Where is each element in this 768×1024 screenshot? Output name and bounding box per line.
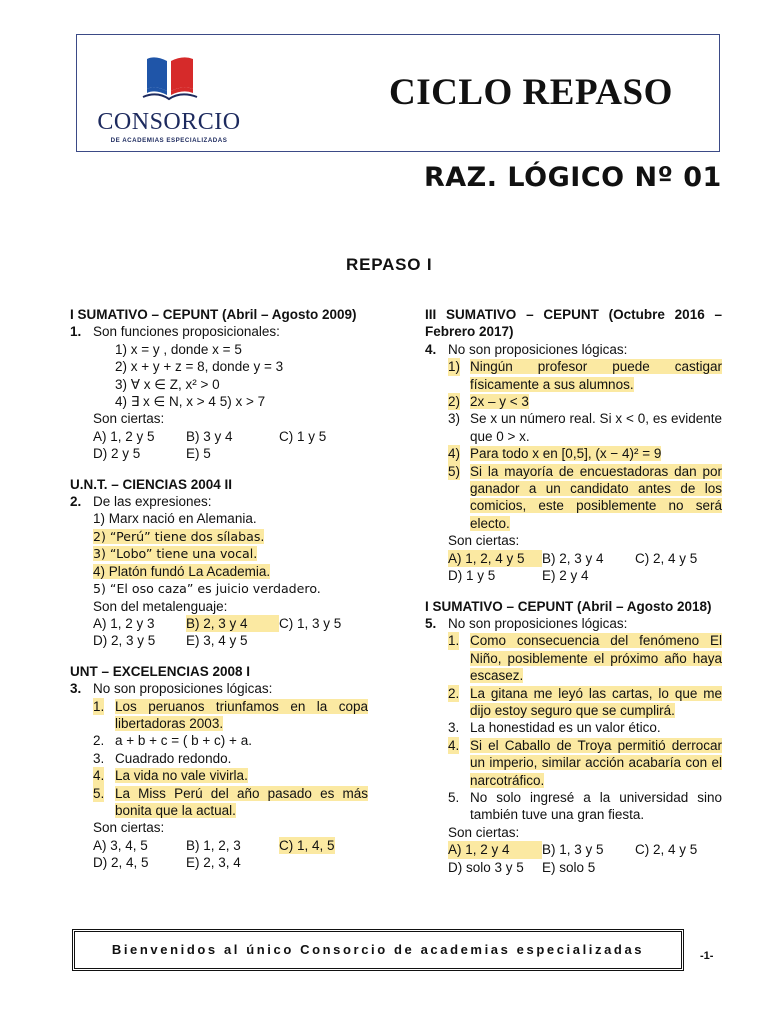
answer-option: E) 2, 3, 4 [186,855,241,871]
question-stem: 3. No son proposiciones lógicas: [70,681,273,697]
option-item: 1) Ningún profesor puede castigar físicamente a sus alumnos. [448,359,722,392]
answer-option: D) solo 3 y 5 [448,859,524,875]
answer-prompt: Son ciertas: [448,824,520,840]
option-item: 1. Los peruanos triunfamos en la copa libertadoras 2003. [93,698,368,731]
answer-option: C) 1 y 5 [279,428,327,444]
answer-option: E) solo 5 [542,859,596,875]
consorcio-logo [93,51,253,144]
footer-banner [72,929,684,971]
footer-text: Bienvenidos al único Consorcio de academias especializadas [111,942,645,957]
answer-option: B) 1, 2, 3 [186,837,241,853]
question-block-5 [425,598,722,877]
statement: 3) ∀ x ∈ Z, x² > 0 [115,376,220,392]
option-item: 4. Si el Caballo de Troya permitió derrocar un imperio, similar acción acabaría con el narcotráfico. [448,737,722,788]
answer-option: A) 1, 2, 4 y 5 [448,550,542,567]
question-number: 5. [425,615,437,631]
option-item: 4. La vida no vale vivirla. [93,768,248,784]
answer-option: E) 3, 4 y 5 [186,633,248,649]
question-stem: 5. No son proposiciones lógicas: [425,615,628,631]
answer-option: B) 3 y 4 [186,428,233,444]
option-item: 4) Para todo x en [0,5], (x − 4)² = 9 [448,446,662,462]
question-number: 2. [70,494,82,510]
option-item: 2. La gitana me leyó las cartas, lo que me dijo estoy seguro que se cumplirá. [448,685,722,718]
answer-prompt: Son ciertas: [448,533,520,549]
statement: 3) “Lobo” tiene una vocal. [93,546,258,562]
answer-row [425,567,722,584]
option-item: 3) Se x un número real. Si x < 0, es evidente que 0 > x. [448,411,722,444]
answer-option: A) 3, 4, 5 [93,837,148,853]
answer-option: D) 2 y 5 [93,446,141,462]
question-number: 3. [70,681,82,697]
statement-list [70,341,368,411]
question-stem: 4. No son proposiciones lógicas: [425,341,628,357]
answer-row [70,837,368,854]
option-item: 3. La honestidad es un valor ético. [448,720,661,736]
question-stem: 2. De las expresiones: [70,494,212,510]
header-box [76,34,720,152]
logo-tagline: DE ACADEMIAS ESPECIALIZADAS [110,137,228,144]
answer-option: E) 5 [186,446,211,462]
option-item: 1. Como consecuencia del fenómeno El Niño, posiblemente el próximo año haya escasez. [448,633,722,684]
answer-row [70,445,368,462]
answer-option: A) 1, 2 y 3 [93,615,155,631]
right-column [425,306,722,889]
answer-option: C) 2, 4 y 5 [635,550,698,566]
answer-option: D) 2, 3 y 5 [93,633,156,649]
answer-option: B) 2, 3 y 4 [186,615,279,632]
book-logo-icon [93,51,245,107]
page-number: -1- [700,950,714,962]
option-item: 5. No solo ingresé a la universidad sino también tuve una gran fiesta. [448,789,722,823]
answer-row [425,841,722,858]
option-item: 2. a + b + c = ( b + c) + a. [93,733,252,749]
answer-prompt: Son ciertas: [93,820,165,836]
exam-heading: UNT – EXCELENCIAS 2008 I [70,663,251,679]
question-number: 4. [425,341,437,357]
question-stem: 1. Son funciones proposicionales: [70,324,280,340]
answer-option: D) 1 y 5 [448,568,496,584]
question-number: 1. [70,324,82,340]
answer-option: E) 2 y 4 [542,568,589,584]
answer-row [70,854,368,871]
answer-option: D) 2, 4, 5 [93,855,149,871]
answer-option: A) 1, 2 y 5 [93,428,155,444]
answer-row [70,428,368,445]
answer-row [70,632,368,649]
page-title: CICLO REPASO [389,72,673,113]
option-item: 3. Cuadrado redondo. [93,750,232,766]
statement: 1) x = y , donde x = 5 [115,341,242,357]
answer-option: B) 2, 3 y 4 [542,550,604,566]
question-block-4 [425,306,722,585]
option-item: 5) Si la mayoría de encuestadoras dan por ganador a un candidato antes de los comicios, este posiblemente no será electo. [448,463,722,531]
statement: 4) Platón fundó La Academia. [93,563,271,579]
exam-heading: I SUMATIVO – CEPUNT (Abril – Agosto 2018) [425,598,712,614]
logo-name: CONSORCIO [97,109,241,135]
exam-heading: U.N.T. – CIENCIAS 2004 II [70,476,233,492]
statement: 2) “Perú” tiene dos sílabas. [93,528,265,544]
question-block-1 [70,306,368,463]
answer-row [425,859,722,876]
answer-row [425,550,722,567]
statement: 2) x + y + z = 8, donde y = 3 [115,359,284,375]
answer-option: C) 2, 4 y 5 [635,842,698,858]
question-block-2 [70,476,368,650]
option-item: 2) 2x – y < 3 [448,394,529,410]
answer-option: C) 1, 3 y 5 [279,615,342,631]
question-block-3 [70,663,368,872]
answer-prompt: Son ciertas: [93,411,165,427]
statement: 5) “El oso caza” es juicio verdadero. [93,581,321,597]
section-title: REPASO I [346,255,433,274]
exam-heading: I SUMATIVO – CEPUNT (Abril – Agosto 2009) [70,307,357,322]
statement: 4) ∃ x ∈ N, x > 4 5) x > 7 [115,394,266,410]
exam-heading: III SUMATIVO – CEPUNT (Octubre 2016 – Febrero 2017) [425,307,722,340]
answer-row [70,615,368,632]
answer-option: A) 1, 2 y 4 [448,841,542,858]
statement: 1) Marx nació en Alemania. [93,511,257,527]
option-item: 5. La Miss Perú del año pasado es más bonita que la actual. [93,785,368,818]
left-column [70,306,368,885]
answer-prompt: Son del metalenguaje: [93,598,228,614]
answer-option: C) 1, 4, 5 [279,837,335,853]
answer-option: B) 1, 3 y 5 [542,842,604,858]
subject-title: RAZ. LÓGICO Nº 01 [424,162,722,193]
